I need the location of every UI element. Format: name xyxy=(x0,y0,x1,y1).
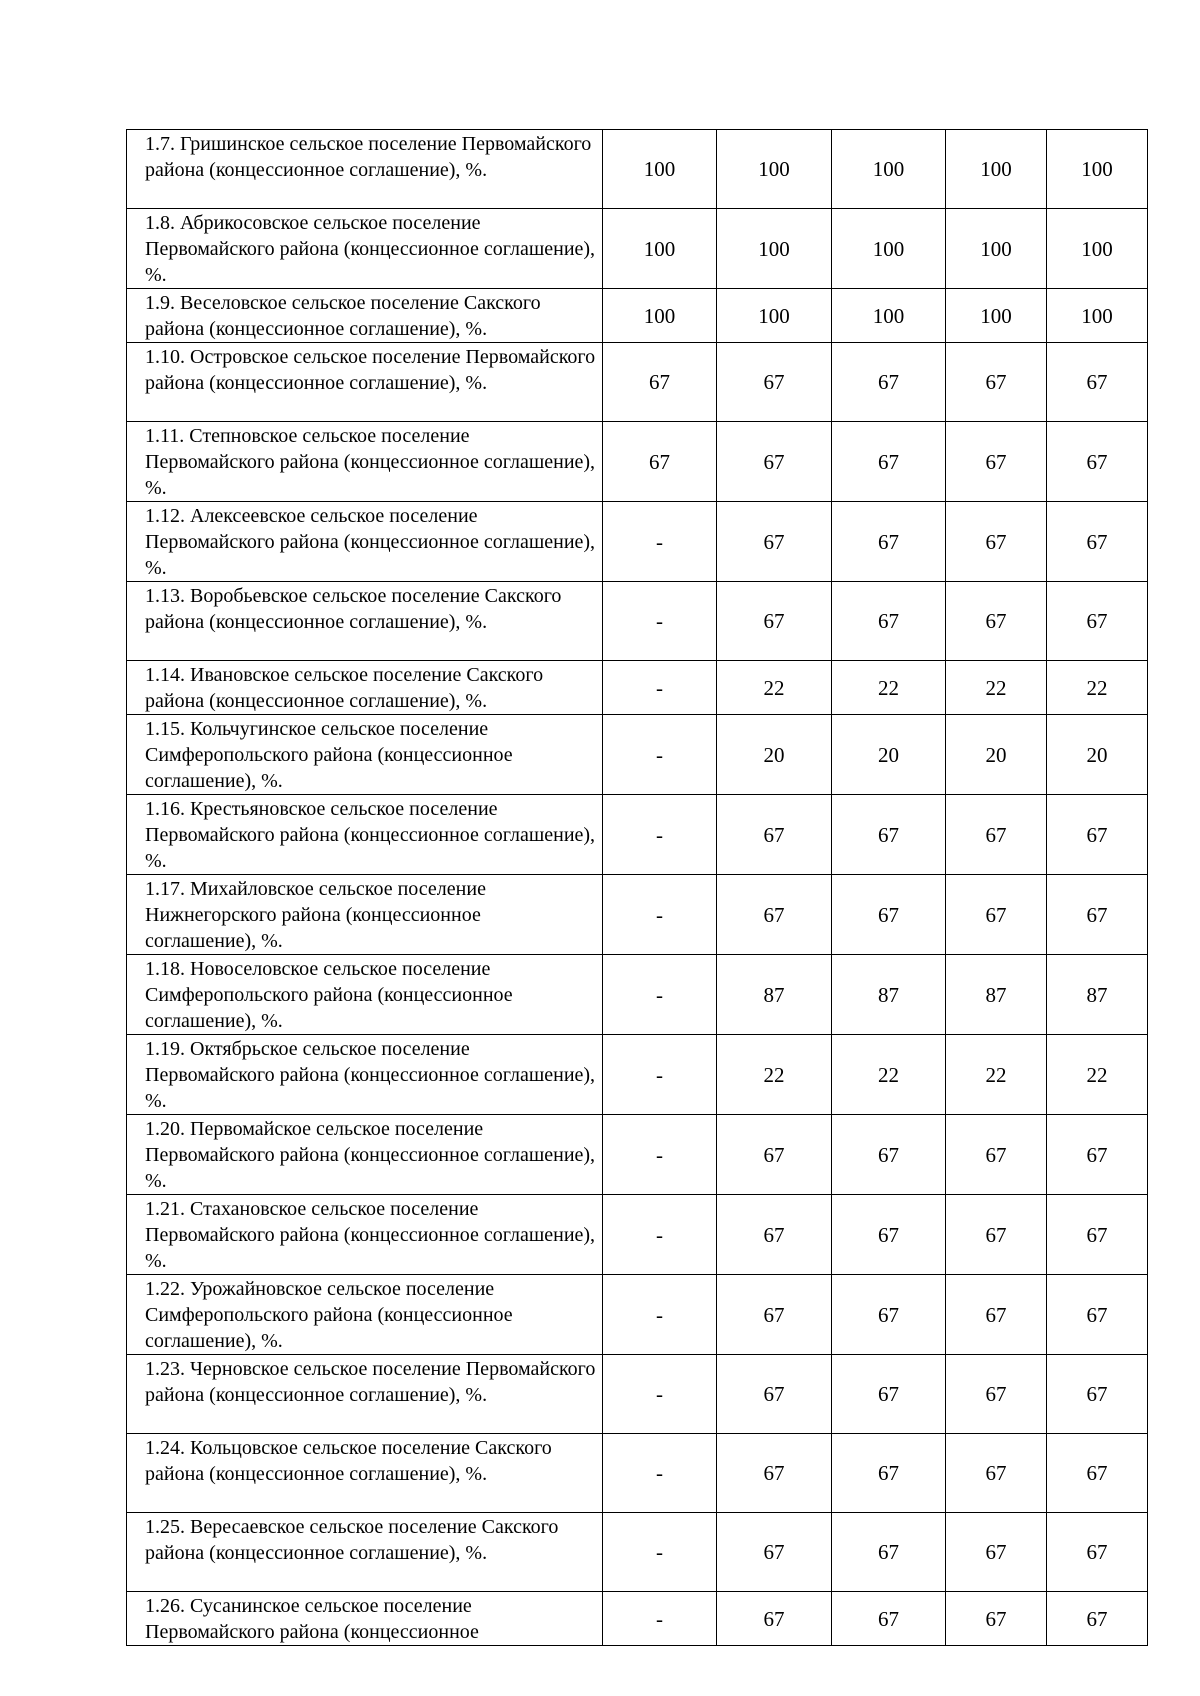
indicator-value-cell: 67 xyxy=(717,422,832,502)
indicator-value-cell: - xyxy=(603,1195,717,1275)
indicator-value-cell: - xyxy=(603,1275,717,1355)
indicator-value-cell: 100 xyxy=(946,209,1047,289)
indicator-value-cell: - xyxy=(603,1513,717,1592)
indicator-value-cell: 100 xyxy=(832,130,946,209)
indicator-value-cell: - xyxy=(603,661,717,715)
indicator-label-cell: 1.12. Алексеевское сельское поселение Первомайского района (концессионное соглашение), %. xyxy=(127,502,603,582)
indicator-value-cell: 22 xyxy=(1047,661,1148,715)
indicator-value-cell: 20 xyxy=(946,715,1047,795)
table-row xyxy=(127,1434,1148,1513)
table-row xyxy=(127,1275,1148,1355)
indicator-value-cell: 67 xyxy=(717,875,832,955)
indicator-label-cell: 1.26. Сусанинское сельское поселение Первомайского района (концессионное xyxy=(127,1592,603,1646)
indicator-value-cell: 87 xyxy=(1047,955,1148,1035)
table-row xyxy=(127,715,1148,795)
indicator-value-cell: - xyxy=(603,1355,717,1434)
indicator-value-cell: - xyxy=(603,1035,717,1115)
indicator-label-cell: 1.10. Островское сельское поселение Первомайского района (концессионное соглашение), %. xyxy=(127,343,603,422)
indicator-value-cell: 67 xyxy=(1047,502,1148,582)
indicator-value-cell: 67 xyxy=(1047,1513,1148,1592)
indicator-value-cell: 67 xyxy=(1047,582,1148,661)
table-row xyxy=(127,1592,1148,1646)
indicator-value-cell: 67 xyxy=(832,343,946,422)
indicator-value-cell: - xyxy=(603,955,717,1035)
indicator-label-cell: 1.16. Крестьяновское сельское поселение Первомайского района (концессионное соглашение), %. xyxy=(127,795,603,875)
indicator-value-cell: 22 xyxy=(832,1035,946,1115)
indicator-value-cell: 67 xyxy=(832,1513,946,1592)
indicator-value-cell: 67 xyxy=(946,1434,1047,1513)
indicator-value-cell: 67 xyxy=(717,1355,832,1434)
table-row xyxy=(127,1355,1148,1434)
indicator-label-cell: 1.9. Веселовское сельское поселение Сакского района (концессионное соглашение), %. xyxy=(127,289,603,343)
indicator-value-cell: 100 xyxy=(603,289,717,343)
table-row xyxy=(127,1195,1148,1275)
indicator-label-cell: 1.23. Черновское сельское поселение Первомайского района (концессионное соглашение), %. xyxy=(127,1355,603,1434)
indicator-value-cell: 67 xyxy=(946,502,1047,582)
indicator-value-cell: 67 xyxy=(832,1355,946,1434)
indicator-value-cell: 67 xyxy=(717,502,832,582)
indicator-label-cell: 1.22. Урожайновское сельское поселение Симферопольского района (концессионное соглашение), %. xyxy=(127,1275,603,1355)
indicator-value-cell: - xyxy=(603,875,717,955)
indicator-value-cell: 67 xyxy=(946,582,1047,661)
indicator-value-cell: 67 xyxy=(832,1115,946,1195)
indicator-value-cell: - xyxy=(603,715,717,795)
indicator-value-cell: 22 xyxy=(946,661,1047,715)
indicator-value-cell: 22 xyxy=(717,1035,832,1115)
indicator-value-cell: 67 xyxy=(603,422,717,502)
table-row xyxy=(127,875,1148,955)
indicator-value-cell: 67 xyxy=(1047,875,1148,955)
indicator-value-cell: 67 xyxy=(1047,1275,1148,1355)
table-row xyxy=(127,1513,1148,1592)
indicator-value-cell: 67 xyxy=(717,1115,832,1195)
indicator-value-cell: 67 xyxy=(1047,343,1148,422)
indicator-value-cell: 67 xyxy=(832,1592,946,1646)
indicator-value-cell: 67 xyxy=(832,1275,946,1355)
indicator-label-cell: 1.24. Кольцовское сельское поселение Сакского района (концессионное соглашение), %. xyxy=(127,1434,603,1513)
indicator-value-cell: 67 xyxy=(832,502,946,582)
indicator-value-cell: 87 xyxy=(717,955,832,1035)
table-row xyxy=(127,1115,1148,1195)
indicator-label-cell: 1.17. Михайловское сельское поселение Нижнегорского района (концессионное соглашение), %. xyxy=(127,875,603,955)
indicator-label-cell: 1.14. Ивановское сельское поселение Сакского района (концессионное соглашение), %. xyxy=(127,661,603,715)
indicator-value-cell: 67 xyxy=(946,1355,1047,1434)
indicator-value-cell: 67 xyxy=(832,422,946,502)
indicator-value-cell: - xyxy=(603,1434,717,1513)
indicator-value-cell: 67 xyxy=(946,1275,1047,1355)
indicator-value-cell: 100 xyxy=(603,209,717,289)
table-body xyxy=(127,130,1148,1646)
table-row xyxy=(127,1035,1148,1115)
indicator-value-cell: 100 xyxy=(717,209,832,289)
indicator-value-cell: - xyxy=(603,1115,717,1195)
indicator-value-cell: 67 xyxy=(946,1513,1047,1592)
indicator-value-cell: 87 xyxy=(832,955,946,1035)
indicator-value-cell: 67 xyxy=(946,1592,1047,1646)
indicator-label-cell: 1.18. Новоселовское сельское поселение Симферопольского района (концессионное соглашение), %. xyxy=(127,955,603,1035)
indicator-value-cell: 100 xyxy=(946,130,1047,209)
indicator-value-cell: 67 xyxy=(717,1513,832,1592)
indicator-value-cell: 100 xyxy=(717,130,832,209)
indicator-value-cell: 67 xyxy=(832,582,946,661)
indicator-value-cell: 67 xyxy=(717,343,832,422)
indicator-value-cell: 22 xyxy=(1047,1035,1148,1115)
indicator-value-cell: 67 xyxy=(832,1195,946,1275)
indicator-label-cell: 1.11. Степновское сельское поселение Первомайского района (концессионное соглашение), %. xyxy=(127,422,603,502)
indicator-value-cell: 67 xyxy=(717,1434,832,1513)
indicator-label-cell: 1.21. Стахановское сельское поселение Первомайского района (концессионное соглашение), %. xyxy=(127,1195,603,1275)
table-row xyxy=(127,795,1148,875)
indicator-value-cell: 67 xyxy=(946,795,1047,875)
table-row xyxy=(127,502,1148,582)
table-row xyxy=(127,955,1148,1035)
indicator-value-cell: 22 xyxy=(717,661,832,715)
indicator-value-cell: 20 xyxy=(1047,715,1148,795)
indicator-label-cell: 1.20. Первомайское сельское поселение Первомайского района (концессионное соглашение), %. xyxy=(127,1115,603,1195)
indicator-value-cell: 67 xyxy=(717,1195,832,1275)
table-row xyxy=(127,661,1148,715)
indicator-label-cell: 1.25. Вересаевское сельское поселение Сакского района (концессионное соглашение), %. xyxy=(127,1513,603,1592)
indicator-value-cell: 67 xyxy=(946,1195,1047,1275)
indicator-label-cell: 1.7. Гришинское сельское поселение Первомайского района (концессионное соглашение), %. xyxy=(127,130,603,209)
indicator-label-cell: 1.13. Воробьевское сельское поселение Сакского района (концессионное соглашение), %. xyxy=(127,582,603,661)
indicator-value-cell: 67 xyxy=(1047,1355,1148,1434)
indicator-value-cell: 67 xyxy=(717,1275,832,1355)
table-row xyxy=(127,422,1148,502)
indicator-value-cell: 67 xyxy=(1047,422,1148,502)
table-row xyxy=(127,130,1148,209)
indicator-value-cell: 67 xyxy=(946,343,1047,422)
indicator-label-cell: 1.19. Октябрьское сельское поселение Первомайского района (концессионное соглашение), %. xyxy=(127,1035,603,1115)
indicator-label-cell: 1.8. Абрикосовское сельское поселение Первомайского района (концессионное соглашение), %. xyxy=(127,209,603,289)
indicator-value-cell: 20 xyxy=(832,715,946,795)
indicator-value-cell: 67 xyxy=(832,795,946,875)
indicator-value-cell: 100 xyxy=(832,289,946,343)
indicator-value-cell: 67 xyxy=(832,875,946,955)
indicator-value-cell: 67 xyxy=(717,582,832,661)
table-row xyxy=(127,582,1148,661)
indicator-value-cell: 100 xyxy=(832,209,946,289)
indicator-value-cell: 67 xyxy=(832,1434,946,1513)
indicator-value-cell: - xyxy=(603,582,717,661)
indicator-value-cell: 67 xyxy=(1047,1434,1148,1513)
indicator-value-cell: 67 xyxy=(603,343,717,422)
indicator-value-cell: 67 xyxy=(946,875,1047,955)
indicator-value-cell: 100 xyxy=(717,289,832,343)
indicator-value-cell: 67 xyxy=(946,422,1047,502)
indicators-table xyxy=(126,129,1148,1646)
indicator-value-cell: 67 xyxy=(1047,1195,1148,1275)
table-row xyxy=(127,289,1148,343)
table-row xyxy=(127,343,1148,422)
indicator-value-cell: 100 xyxy=(603,130,717,209)
indicator-value-cell: 100 xyxy=(1047,209,1148,289)
indicator-value-cell: 100 xyxy=(946,289,1047,343)
table-row xyxy=(127,209,1148,289)
indicator-value-cell: 20 xyxy=(717,715,832,795)
indicator-value-cell: 22 xyxy=(832,661,946,715)
indicator-value-cell: 67 xyxy=(717,1592,832,1646)
indicator-value-cell: 67 xyxy=(946,1115,1047,1195)
indicator-value-cell: 67 xyxy=(1047,1592,1148,1646)
indicator-value-cell: 100 xyxy=(1047,130,1148,209)
indicator-label-cell: 1.15. Кольчугинское сельское поселение Симферопольского района (концессионное соглашение), %. xyxy=(127,715,603,795)
indicator-value-cell: 22 xyxy=(946,1035,1047,1115)
indicator-value-cell: 67 xyxy=(717,795,832,875)
indicator-value-cell: 100 xyxy=(1047,289,1148,343)
indicator-value-cell: - xyxy=(603,502,717,582)
indicator-value-cell: 87 xyxy=(946,955,1047,1035)
indicator-value-cell: 67 xyxy=(1047,1115,1148,1195)
indicator-value-cell: - xyxy=(603,1592,717,1646)
indicator-value-cell: 67 xyxy=(1047,795,1148,875)
indicator-value-cell: - xyxy=(603,795,717,875)
